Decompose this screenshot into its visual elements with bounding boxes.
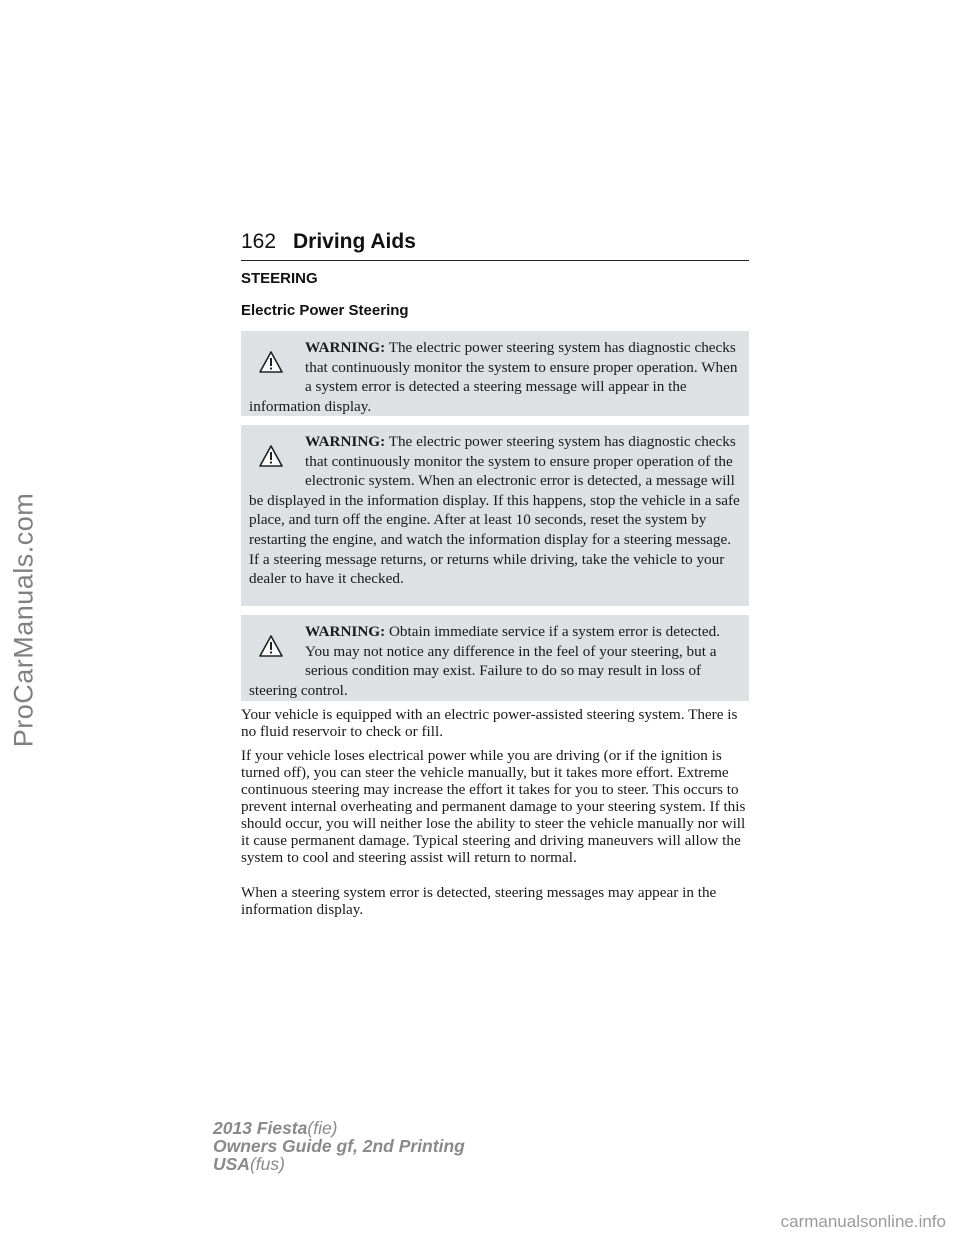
subsection-heading: Electric Power Steering (241, 302, 409, 319)
warning-label: WARNING: (305, 433, 386, 450)
chapter-title: Driving Aids (293, 230, 416, 253)
warning-label: WARNING: (305, 339, 386, 356)
footer-market: USA (213, 1154, 250, 1174)
bottom-watermark: carmanualsonline.info (780, 1212, 946, 1231)
warning-text: Obtain immediate service if a system error is detected. You may not notice any difference in the feel of your steering, but a serious condition may exist. Failure to do so may result in loss of steering control. (249, 623, 721, 699)
footer (213, 1119, 465, 1173)
watermark-text: ProCarManuals.com (8, 492, 39, 748)
section-heading: STEERING (241, 270, 318, 287)
footer-model: 2013 Fiesta (213, 1118, 308, 1138)
warning-triangle-icon (259, 444, 283, 468)
footer-guide: Owners Guide gf, 2nd Printing (213, 1136, 465, 1156)
paragraph-1: Your vehicle is equipped with an electric power-assisted steering system. There is no fluid reservoir to check or fill. (241, 706, 738, 740)
warning-triangle-icon (259, 350, 283, 374)
warning-triangle-icon (259, 634, 283, 658)
warning-text: The electric power steering system has diagnostic checks that continuously monitor the system to ensure proper operation of the electronic system. When an electronic error is detected, a message will be displayed in the information display. If this happens, stop the vehicle in a safe place, and turn off the engine. After at least 10 seconds, reset the system by restarting the engine, and watch the information display for a steering message. If a steering message returns, or returns while driving, take the vehicle to your dealer to have it checked. (249, 433, 740, 588)
warning-box-2 (241, 425, 749, 606)
footer-model-code: (fie) (307, 1118, 338, 1138)
warning-box-1 (241, 331, 749, 416)
paragraph-3: When a steering system error is detected, steering messages may appear in the information display. (241, 884, 717, 918)
paragraph-2: If your vehicle loses electrical power while you are driving (or if the ignition is turned off), you can steer the vehicle manually, but it takes more effort. Extreme continuous steering may increase the effort it takes for you to steer. This occurs to prevent internal overheating and permanent damage to your steering system. If this should occur, you will neither lose the ability to steer the vehicle manually nor will it cause permanent damage. Typical steering and driving maneuvers will allow the system to cool and steering assist will return to normal. (241, 747, 746, 866)
page-number: 162 (241, 230, 277, 253)
warning-label: WARNING: (305, 623, 386, 640)
warning-box-3 (241, 615, 749, 701)
watermark (4, 320, 44, 920)
footer-market-code: (fus) (249, 1154, 285, 1174)
warning-text: The electric power steering system has diagnostic checks that continuously monitor the system to ensure proper operation. When a system error is detected a steering message will appear in the information display. (249, 339, 738, 415)
page-header (241, 230, 749, 261)
